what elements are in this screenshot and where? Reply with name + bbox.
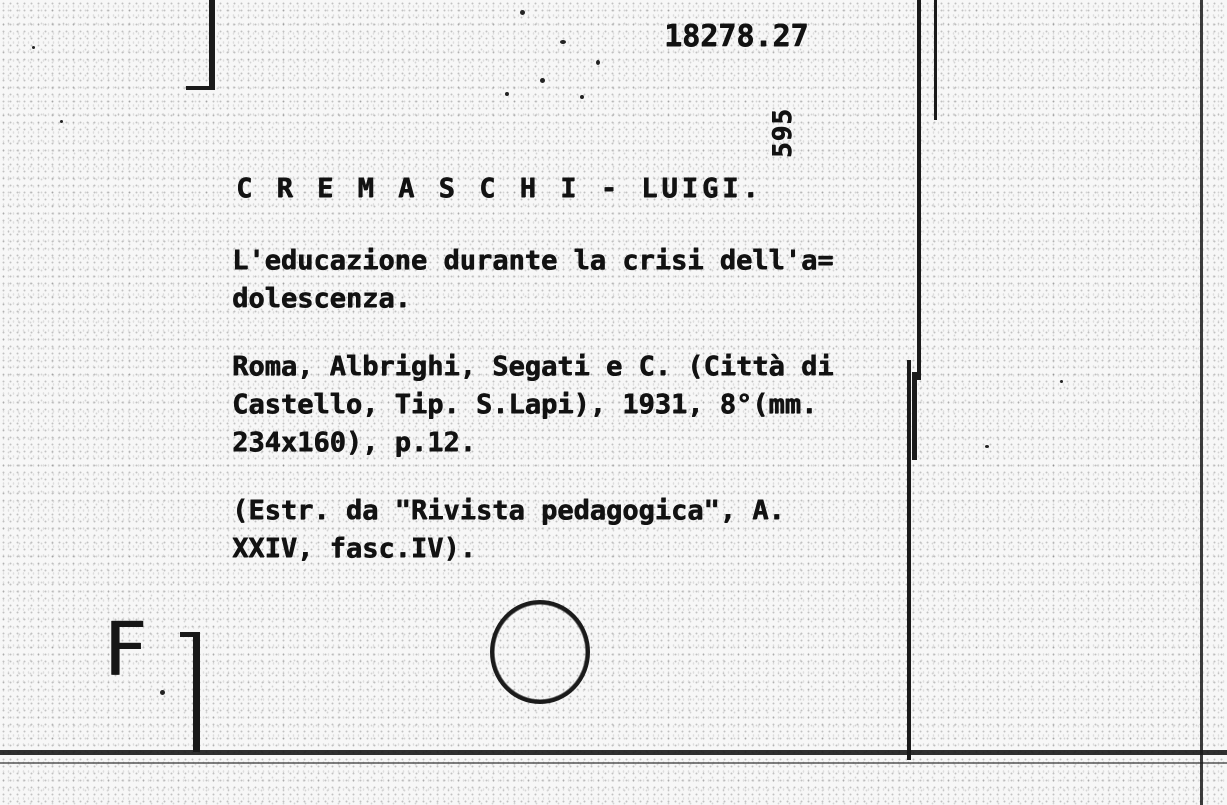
ink-speck (560, 40, 566, 44)
ink-speck (985, 445, 989, 448)
left-top-bracket-foot (186, 86, 215, 90)
right-border-line (917, 0, 921, 380)
ink-speck (1060, 380, 1063, 383)
ink-speck (540, 78, 545, 83)
right-border-line-lower (907, 360, 911, 760)
left-bottom-bracket-hook (180, 632, 200, 637)
left-bottom-bracket-line (193, 632, 200, 752)
author-heading: C R E M A S C H I - LUIGI. (236, 173, 763, 204)
note-line: (Estr. da "Rivista pedagogica", A. (232, 495, 785, 526)
far-right-line (1200, 0, 1203, 805)
title-line: L'educazione durante la crisi dell'a= (232, 245, 834, 276)
right-border-small-tick (912, 372, 917, 460)
ink-speck (32, 46, 35, 49)
title-block (232, 242, 833, 318)
ink-speck (505, 92, 509, 96)
imprint-line: 234x160), p.12. (232, 427, 476, 458)
right-border-line-outer (934, 0, 937, 120)
bottom-rule-line-2 (0, 762, 1227, 764)
note-line: XXIV, fasc.IV). (232, 533, 476, 564)
imprint-line: Roma, Albrighi, Segati e C. (Città di (232, 351, 834, 382)
shelfmark-number: 18278.27 (664, 19, 809, 54)
imprint-block (232, 348, 833, 462)
ink-speck (60, 120, 63, 123)
imprint-line: Castello, Tip. S.Lapi), 1931, 8°(mm. (232, 389, 818, 420)
handwritten-f-mark: F (104, 607, 147, 693)
title-line: dolescenza. (232, 283, 411, 314)
ink-speck (520, 10, 525, 15)
circle-stamp-icon (486, 598, 598, 710)
left-top-bracket-line (209, 0, 215, 90)
ink-speck (580, 95, 584, 99)
note-block (232, 492, 785, 568)
ink-speck (160, 690, 165, 695)
bottom-rule-line (0, 750, 1227, 755)
ink-speck (596, 60, 600, 65)
side-number: 595 (768, 108, 798, 158)
